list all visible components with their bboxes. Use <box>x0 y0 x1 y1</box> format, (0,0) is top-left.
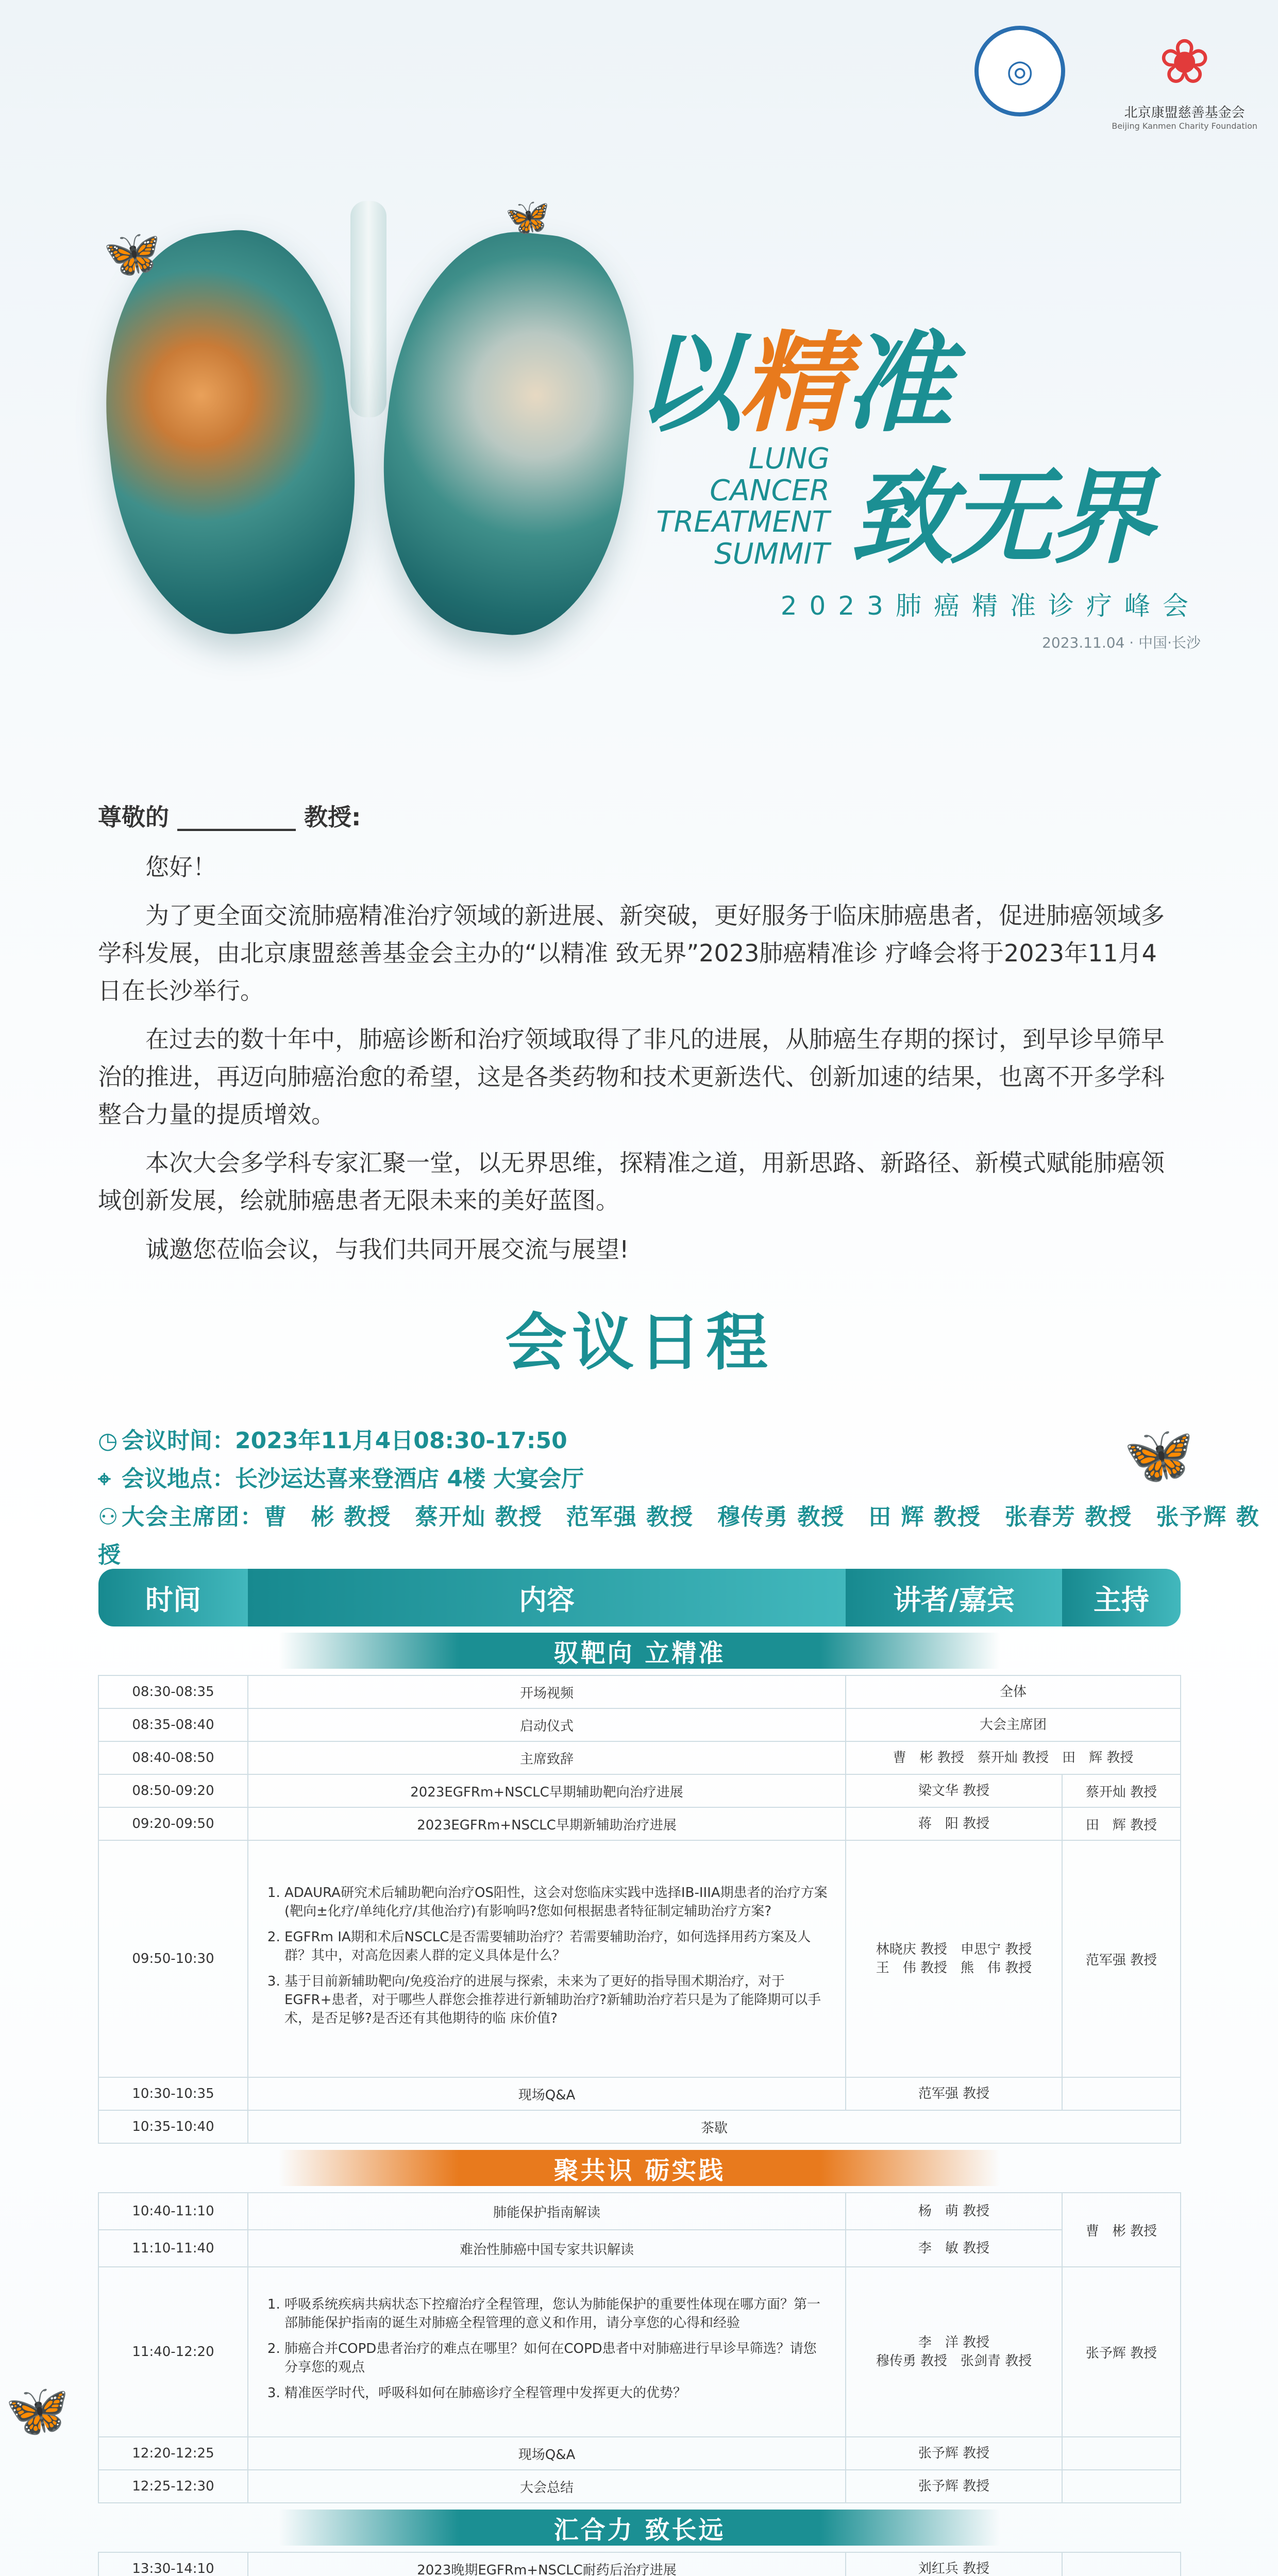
discussion-list: 1. 呼吸系统疾病共病状态下控瘤治疗全程管理，您认为肺能保护的重要性体现在哪方面？第一部肺能保护指南的诞生对肺癌全程管理的意义和作用，请分享您的心得和经验 2. 肺癌合并COPD患者治疗的难点在哪里？如何在COPD患者中对肺癌进行早诊早筛选？请您分享您的观点 3. 精准医学时代，呼吸科如何在肺癌诊疗全程管理中发挥更大的优势？ <box>264 2296 830 2402</box>
title-line-2: 致无界 <box>850 458 1151 579</box>
meeting-info <box>98 1422 1278 1574</box>
meeting-time: ◷ 会议时间：2023年11月4日08:30-17:50 <box>98 1422 1278 1460</box>
meeting-chairs: ⚇ 大会主席团：曹 彬 教授 蔡开灿 教授 范军强 教授 穆传勇 教授 田 辉 教授 张春芳 教授 张予辉 教授 <box>98 1498 1278 1574</box>
salutation: 尊敬的 __________ 教授: <box>98 803 361 831</box>
title-english: LUNG CANCER TREATMENT SUMMIT <box>656 442 830 571</box>
table-row: 10:35-10:40 茶歇 <box>98 2110 1181 2143</box>
table-row: 08:35-08:40 启动仪式 大会主席团 <box>98 1708 1181 1741</box>
letter-paragraph: 在过去的数十年中，肺癌诊断和治疗领域取得了非凡的进展，从肺癌生存期的探讨，到早诊早筛早治的推进，再迈向肺癌治愈的希望，这是各类药物和技术更新迭代、创新加速的结果，也离不开多学科整合力量的提质增效。 <box>98 1025 1165 1128</box>
section-row <box>98 2503 1181 2552</box>
summit-date: 2023.11.04 · 中国·长沙 <box>1042 634 1201 652</box>
section-title: 驭靶向 立精准 <box>279 1633 1000 1669</box>
header-chair: 主持 <box>1062 1569 1181 1626</box>
location-pin-icon: ⌖ <box>98 1465 111 1492</box>
schedule-title: 会议日程 <box>505 1307 773 1379</box>
butterfly-icon: 🦋 <box>505 196 550 238</box>
clock-icon: ◷ <box>98 1428 118 1454</box>
section-title: 汇合力 致长远 <box>279 2510 1000 2546</box>
discussion-list: 1. ADAURA研究术后辅助靶向治疗OS阳性，这会对您临床实践中选择IB-IIIA期患者的治疗方案(靶向±化疗/单纯化疗/其他治疗)有影响吗?您如何根据患者特征制定辅助治疗方案? 2. EGFRm IA期和术后NSCLC是否需要辅助治疗？若需要辅助治疗，如何选择用药方案及人群？其中，对高危因素人群的定义具体是什么？ 3. 基于目前新辅助靶向/免疫治疗的进展与探索，未来为了更好的指导围术期治疗，对于EGFR+患者，对于哪些人群您会推荐进行新辅助治疗?新辅助治疗若只是为了能降期可以手术，是否足够?是否还有其他期待的临 床价值? <box>264 1884 830 2028</box>
table-row: 13:30-14:10 2023晚期EGFRm+NSCLC耐药后治疗进展 刘红兵 教授 <box>98 2552 1181 2576</box>
org-logo-2 <box>1112 26 1257 131</box>
summit-name: 2023肺癌精准诊疗峰会 <box>780 591 1201 621</box>
table-row: 10:30-10:35 现场Q&A 范军强 教授 <box>98 2077 1181 2110</box>
heart-logo-icon: ❀ <box>1158 26 1210 98</box>
org-name-en: Beijing Kanmen Charity Foundation <box>1112 121 1257 131</box>
table-row: 12:25-12:30 大会总结 张予辉 教授 <box>98 2470 1181 2503</box>
section-row <box>98 1626 1181 1675</box>
letter-paragraph: 为了更全面交流肺癌精准治疗领域的新进展、新突破，更好服务于临床肺癌患者，促进肺癌领域多学科发展，由北京康盟慈善基金会主办的“以精准 致无界”2023肺癌精准诊 疗峰会将于2023年11月4日在长沙举行。 <box>98 902 1165 1005</box>
letter-paragraph: 本次大会多学科专家汇聚一堂，以无界思维，探精准之道，用新思路、新路径、新模式赋能肺癌领域创新发展，绘就肺癌患者无限未来的美好蓝图。 <box>98 1149 1165 1215</box>
header-content: 内容 <box>248 1569 846 1626</box>
section-row <box>98 2143 1181 2193</box>
table-row: 12:20-12:25 现场Q&A 张予辉 教授 <box>98 2437 1181 2470</box>
greeting: 您好！ <box>145 853 216 881</box>
table-header-row <box>98 1569 1181 1626</box>
summit-title <box>634 320 1201 652</box>
header-time: 时间 <box>98 1569 248 1626</box>
table-row: 08:50-09:20 2023EGFRm+NSCLC早期辅助靶向治疗进展 梁文华 教授 蔡开灿 教授 <box>98 1774 1181 1807</box>
table-row: 08:40-08:50 主席致辞 曹 彬 教授 蔡开灿 教授 田 辉 教授 <box>98 1741 1181 1774</box>
right-lung-shape <box>366 221 649 646</box>
letter-paragraph: 诚邀您莅临会议，与我们共同开展交流与展望! <box>145 1235 629 1263</box>
header-speaker: 讲者/嘉宾 <box>846 1569 1062 1626</box>
org-name: 北京康盟慈善基金会 <box>1124 105 1245 121</box>
table-row: 11:10-11:40 难治性肺癌中国专家共识解读 李 敏 教授 <box>98 2230 1181 2267</box>
schedule-table <box>98 1569 1181 2576</box>
butterfly-icon: 🦋 <box>103 227 161 281</box>
table-row: 10:40-11:10 肺能保护指南解读 杨 萌 教授 曹 彬 教授 <box>98 2193 1181 2230</box>
meeting-place: ⌖ 会议地点：长沙运达喜来登酒店 4楼 大宴会厅 <box>98 1460 1278 1498</box>
butterfly-icon: 🦋 <box>5 2380 70 2441</box>
table-row: 09:20-09:50 2023EGFRm+NSCLC早期新辅助治疗进展 蒋 阳 教授 田 辉 教授 <box>98 1807 1181 1840</box>
table-row: 11:40-12:20 1. 呼吸系统疾病共病状态下控瘤治疗全程管理，您认为肺能保护的重要性体现在哪方面？第一部肺能保护指南的诞生对肺癌全程管理的意义和作用，请分享您的心得和经验 2. 肺癌合并COPD患者治疗的难点在哪里？如何在COPD患者中对肺癌进行早诊早筛选？请您分享您的观点 3. 精准医学时代，呼吸科如何在肺癌诊疗全程管理中发挥更大的优势？ 李 洋 教授 穆传勇 教授 张剑青 教授 张予辉 教授 <box>98 2267 1181 2437</box>
org-logo-1 <box>974 26 1065 116</box>
table-row: 09:50-10:30 1. ADAURA研究术后辅助靶向治疗OS阳性，这会对您临床实践中选择IB-IIIA期患者的治疗方案(靶向±化疗/单纯化疗/其他治疗)有影响吗?您如何根据患者特征制定辅助治疗方案? 2. EGFRm IA期和术后NSCLC是否需要辅助治疗？若需要辅助治疗，如何选择用药方案及人群？其中，对高危因素人群的定义具体是什么？ 3. 基于目前新辅助靶向/免疫治疗的进展与探索，未来为了更好的指导围术期治疗，对于EGFR+患者，对于哪些人群您会推荐进行新辅助治疗?新辅助治疗若只是为了能降期可以手术，是否足够?是否还有其他期待的临 床价值? 林晓庆 教授 申思宁 教授 王 伟 教授 熊 伟 教授 范军强 教授 <box>98 1840 1181 2077</box>
title-line-1: 以精准 <box>634 320 950 447</box>
people-icon: ⚇ <box>98 1503 119 1530</box>
butterfly-icon: 🦋 <box>1123 1422 1194 1488</box>
lungs-illustration <box>108 201 629 644</box>
section-title: 聚共识 砺实践 <box>279 2150 1000 2186</box>
invitation-letter <box>98 799 1180 1279</box>
schedule-table-wrap <box>98 1569 1180 2576</box>
table-row: 08:30-08:35 开场视频 全体 <box>98 1675 1181 1708</box>
trachea-shape <box>350 201 386 417</box>
logo-bar <box>974 26 1257 131</box>
lung-emblem-icon: ◎ <box>974 26 1065 116</box>
left-lung-shape <box>88 221 371 646</box>
